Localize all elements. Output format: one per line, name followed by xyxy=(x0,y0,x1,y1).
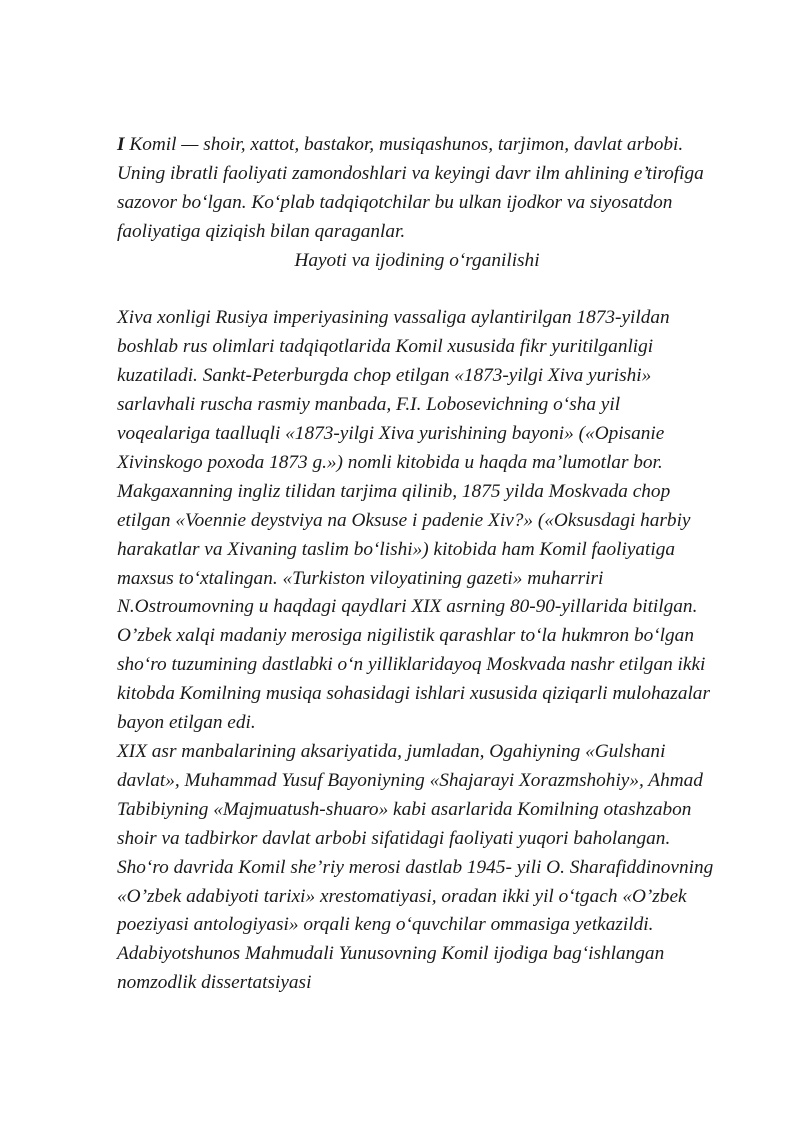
document-body xyxy=(117,131,717,998)
intro-paragraph xyxy=(117,131,717,247)
intro-lead-letter: I xyxy=(117,134,125,155)
paragraph-4: Sho‘ro davrida Komil she’riy merosi dastlab 1945- yili O. Sharafiddinovning «O’zbek adabiyoti tarixi» xrestomatiyasi, oradan ikki yil o‘tgach «O’zbek poeziyasi antologiyasi» orqali keng o‘quvchilar ommasiga yetkazildi. Adabiyotshunos Mahmudali Yunusovning Komil ijodiga bag‘ishlangan nomzodlik dissertatsiyasi xyxy=(117,856,714,994)
paragraph-1: Xiva xonligi Rusiya imperiyasining vassaliga aylantirilgan 1873-yildan boshlab rus olimlari tadqiqotlarida Komil xususida fikr yuritilganligi kuzatiladi. Sankt-Peterburgda chop etilgan «1873-yilgi Xiva yurishi» sarlavhali ruscha rasmiy manbada, F.I. Lobosevichning o‘sha yil voqealariga taalluqli «1873-yilgi Xiva yurishining bayoni» («Opisanie Xivinskogo poxoda 1873 g.») nomli kitobida u haqda ma’lumotlar bor. Makgaxanning ingliz tilidan tarjima qilinib, 1875 yilda Moskvada chop etilgan «Voennie deystviya na Oksuse i padenie Xiv?» («Oksusdagi harbiy harakatlar va Xivaning taslim bo‘lishi») kitobida ham Komil faoliyatiga maxsus to‘xtalingan. «Turkiston viloyatining gazeti» muharriri N.Ostroumovning u haqdagi qaydlari XIX asrning 80-90-yillarida bitilgan. xyxy=(117,307,698,618)
intro-text: Komil — shoir, xattot, bastakor, musiqashunos, tarjimon, davlat arbobi. Uning ibratli faoliyati zamondoshlari va keyingi davr ilm ahlining e’tirofiga sazovor bo‘lgan. Ko‘plab tadqiqotchilar bu ulkan ijodkor va siyosatdon faoliyatiga qiziqish bilan qaraganlar. xyxy=(117,134,704,242)
section-heading: Hayoti va ijodining o‘rganilishi xyxy=(294,249,540,271)
paragraph-3: XIX asr manbalarining aksariyatida, jumladan, Ogahiyning «Gulshani davlat», Muhammad Yusuf Bayoniyning «Shajarayi Xorazmshohiy», Ahmad Tabibiyning «Majmuatush-shuaro» kabi asarlarida Komilning otashzabon shoir va tadbirkor davlat arbobi sifatidagi faoliyati yuqori baholangan. xyxy=(117,741,703,849)
paragraph-2: O’zbek xalqi madaniy merosiga nigilistik qarashlar to‘la hukmron bo‘lgan sho‘ro tuzumining dastlabki o‘n yilliklaridayoq Moskvada nashr etilgan ikki kitobda Komilning musiqa sohasidagi ishlari xususida qiziqarli mulohazalar bayon etilgan edi. xyxy=(117,625,710,734)
section-spacer xyxy=(117,276,717,305)
